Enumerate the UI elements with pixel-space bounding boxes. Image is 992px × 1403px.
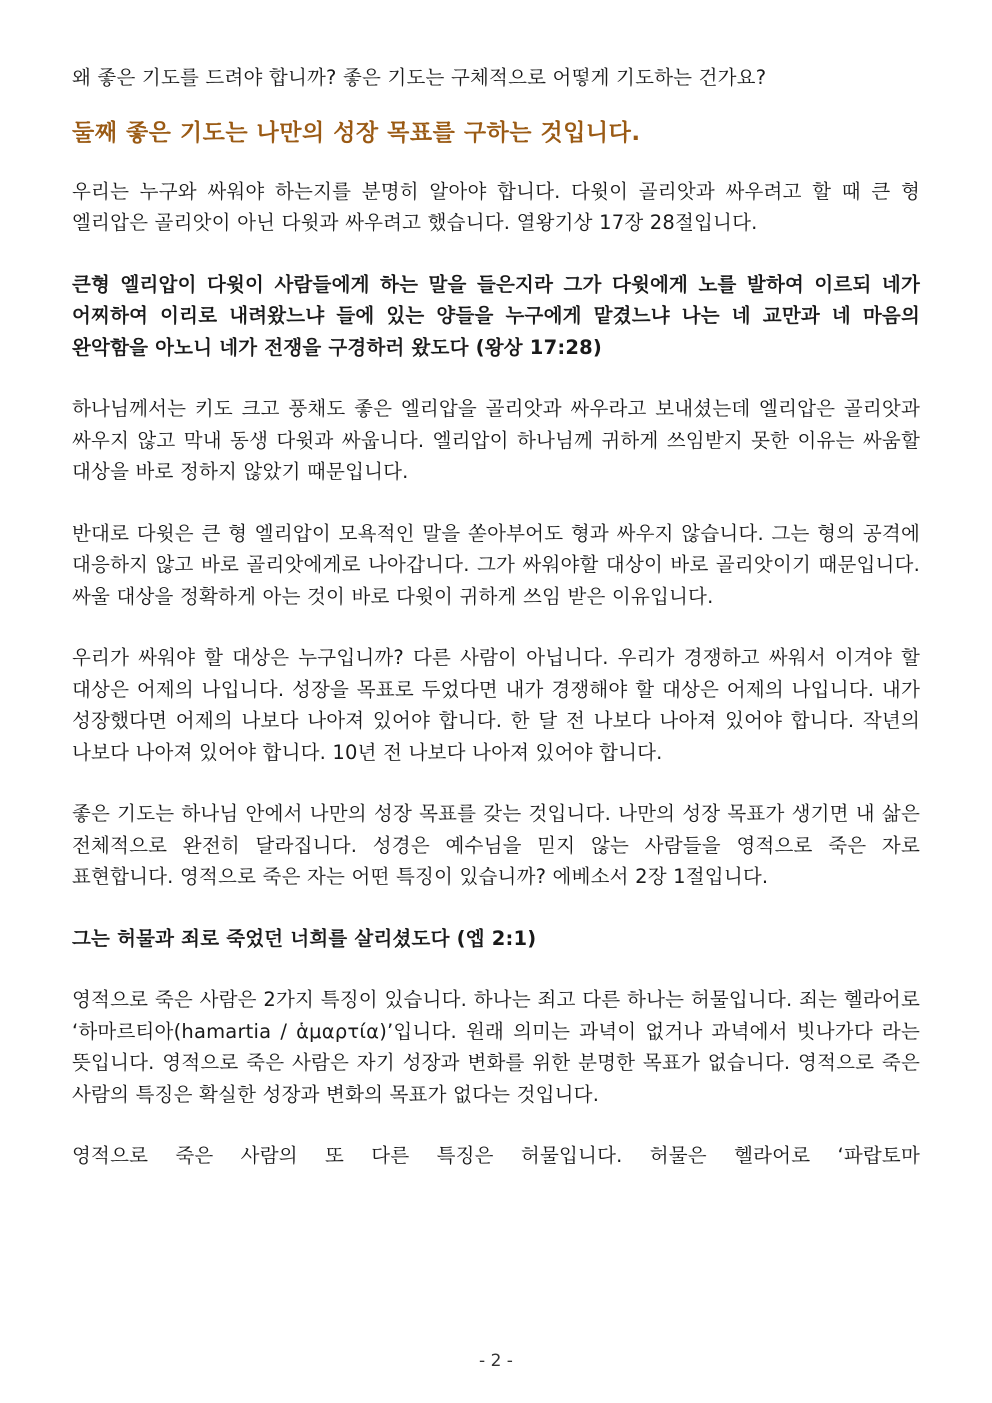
paragraph-1: 우리는 누구와 싸워야 하는지를 분명히 알아야 합니다. 다윗이 골리앗과 싸우려고 할 때 큰 형 엘리압은 골리앗이 아닌 다윗과 싸우려고 했습니다. 열왕기상 17장 28절입니다. [72, 179, 920, 234]
section-heading: 둘째 좋은 기도는 나만의 성장 목표를 구하는 것입니다. [72, 119, 641, 146]
scripture-quote-2: 그는 허물과 죄로 죽었던 너희를 살리셨도다 (엡 2:1) [72, 926, 537, 950]
page-number: - 2 - [479, 1351, 513, 1371]
intro-question: 왜 좋은 기도를 드려야 합니까? 좋은 기도는 구체적으로 어떻게 기도하는 건가요? [72, 66, 767, 89]
paragraph-5: 좋은 기도는 하나님 안에서 나만의 성장 목표를 갖는 것입니다. 나만의 성장 목표가 생기면 내 삶은 전체적으로 완전히 달라집니다. 성경은 예수님을 믿지 않는 사람들을 영적으로 죽은 자로 표현합니다. 영적으로 죽은 자는 어떤 특징이 있습니까? 에베소서 2장 1절입니다. [72, 802, 920, 888]
paragraph-7: 영적으로 죽은 사람의 또 다른 특징은 허물입니다. 허물은 헬라어로 ‘파랍토마 [72, 1144, 920, 1167]
paragraph-3: 반대로 다윗은 큰 형 엘리압이 모욕적인 말을 쏟아부어도 형과 싸우지 않습니다. 그는 형의 공격에 대응하지 않고 바로 골리앗에게로 나아갑니다. 그가 싸워야할 대상이 바로 골리앗이기 때문입니다. 싸울 대상을 정확하게 아는 것이 바로 다윗이 귀하게 쓰임 받은 이유입니다. [72, 521, 920, 608]
scripture-quote-1: 큰형 엘리압이 다윗이 사람들에게 하는 말을 들은지라 그가 다윗에게 노를 발하여 이르되 네가 어찌하여 이리로 내려왔느냐 들에 있는 양들을 누구에게 맡겼느냐 나는 네 교만과 네 마음의 완악함을 아노니 네가 전쟁을 구경하러 왔도다 (왕상 17:28) [72, 272, 920, 359]
paragraph-4: 우리가 싸워야 할 대상은 누구입니까? 다른 사람이 아닙니다. 우리가 경쟁하고 싸워서 이겨야 할 대상은 어제의 나입니다. 성장을 목표로 두었다면 내가 경쟁해야 할 대상은 어제의 나입니다. 내가 성장했다면 어제의 나보다 나아져 있어야 합니다. 한 달 전 나보다 나아져 있어야 합니다. 작년의 나보다 나아져 있어야 합니다. 10년 전 나보다 나아져 있어야 합니다. [72, 646, 920, 764]
paragraph-2: 하나님께서는 키도 크고 풍채도 좋은 엘리압을 골리앗과 싸우라고 보내셨는데 엘리압은 골리앗과 싸우지 않고 막내 동생 다윗과 싸웁니다. 엘리압이 하나님께 귀하게 쓰임받지 못한 이유는 싸움할 대상을 바로 정하지 않았기 때문입니다. [72, 397, 920, 483]
paragraph-6: 영적으로 죽은 사람은 2가지 특징이 있습니다. 하나는 죄고 다른 하나는 허물입니다. 죄는 헬라어로 ‘하마르티아(hamartia / ἁμαρτία)’입니다. 원래 의미는 과녁이 없거나 과녁에서 빗나가다 라는 뜻입니다. 영적으로 죽은 사람은 자기 성장과 변화를 위한 분명한 목표가 없습니다. 영적으로 죽은 사람의 특징은 확실한 성장과 변화의 목표가 없다는 것입니다. [72, 988, 920, 1106]
